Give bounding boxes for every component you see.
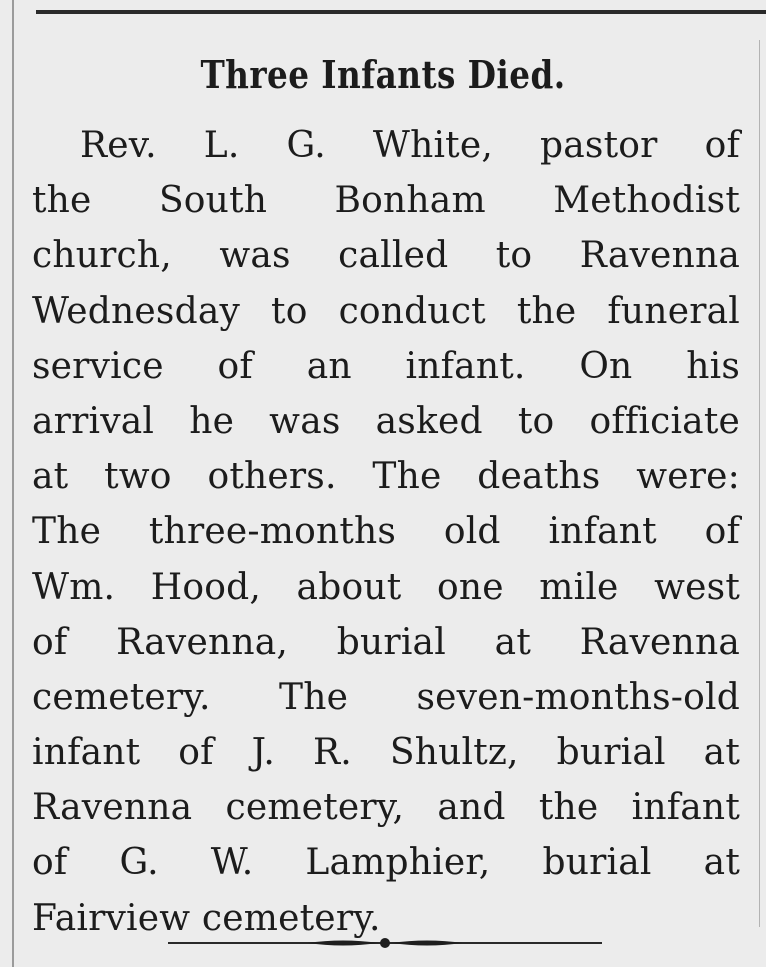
article-line: of Ravenna, burial at Ravenna [32, 621, 740, 663]
ornamental-divider [168, 936, 602, 950]
article-line: church, was called to Ravenna [32, 235, 740, 277]
column-border-left [12, 0, 14, 967]
top-rule [36, 10, 766, 14]
article-line: The three-months old infant of [32, 511, 740, 553]
article-line: cemetery. The seven-months-old [32, 676, 740, 718]
article-headline: Three Infants Died. [200, 52, 566, 97]
article-line: Wednesday to conduct the funeral [32, 290, 740, 332]
article-line: infant of J. R. Shultz, burial at [32, 732, 740, 774]
article-line: Rev. L. G. White, pastor of [80, 125, 740, 166]
article-line: Fairview cemetery. [32, 897, 381, 939]
article-body [32, 118, 740, 946]
column-border-right [759, 40, 760, 927]
article-line: Wm. Hood, about one mile west [32, 566, 740, 608]
article-line: of G. W. Lamphier, burial at [32, 842, 740, 884]
article-line: service of an infant. On his [32, 345, 740, 387]
article-line: Ravenna cemetery, and the infant [32, 787, 740, 829]
article-line: the South Bonham Methodist [32, 180, 740, 222]
article-line: at two others. The deaths were: [32, 456, 740, 498]
article-line: arrival he was asked to officiate [32, 400, 740, 442]
